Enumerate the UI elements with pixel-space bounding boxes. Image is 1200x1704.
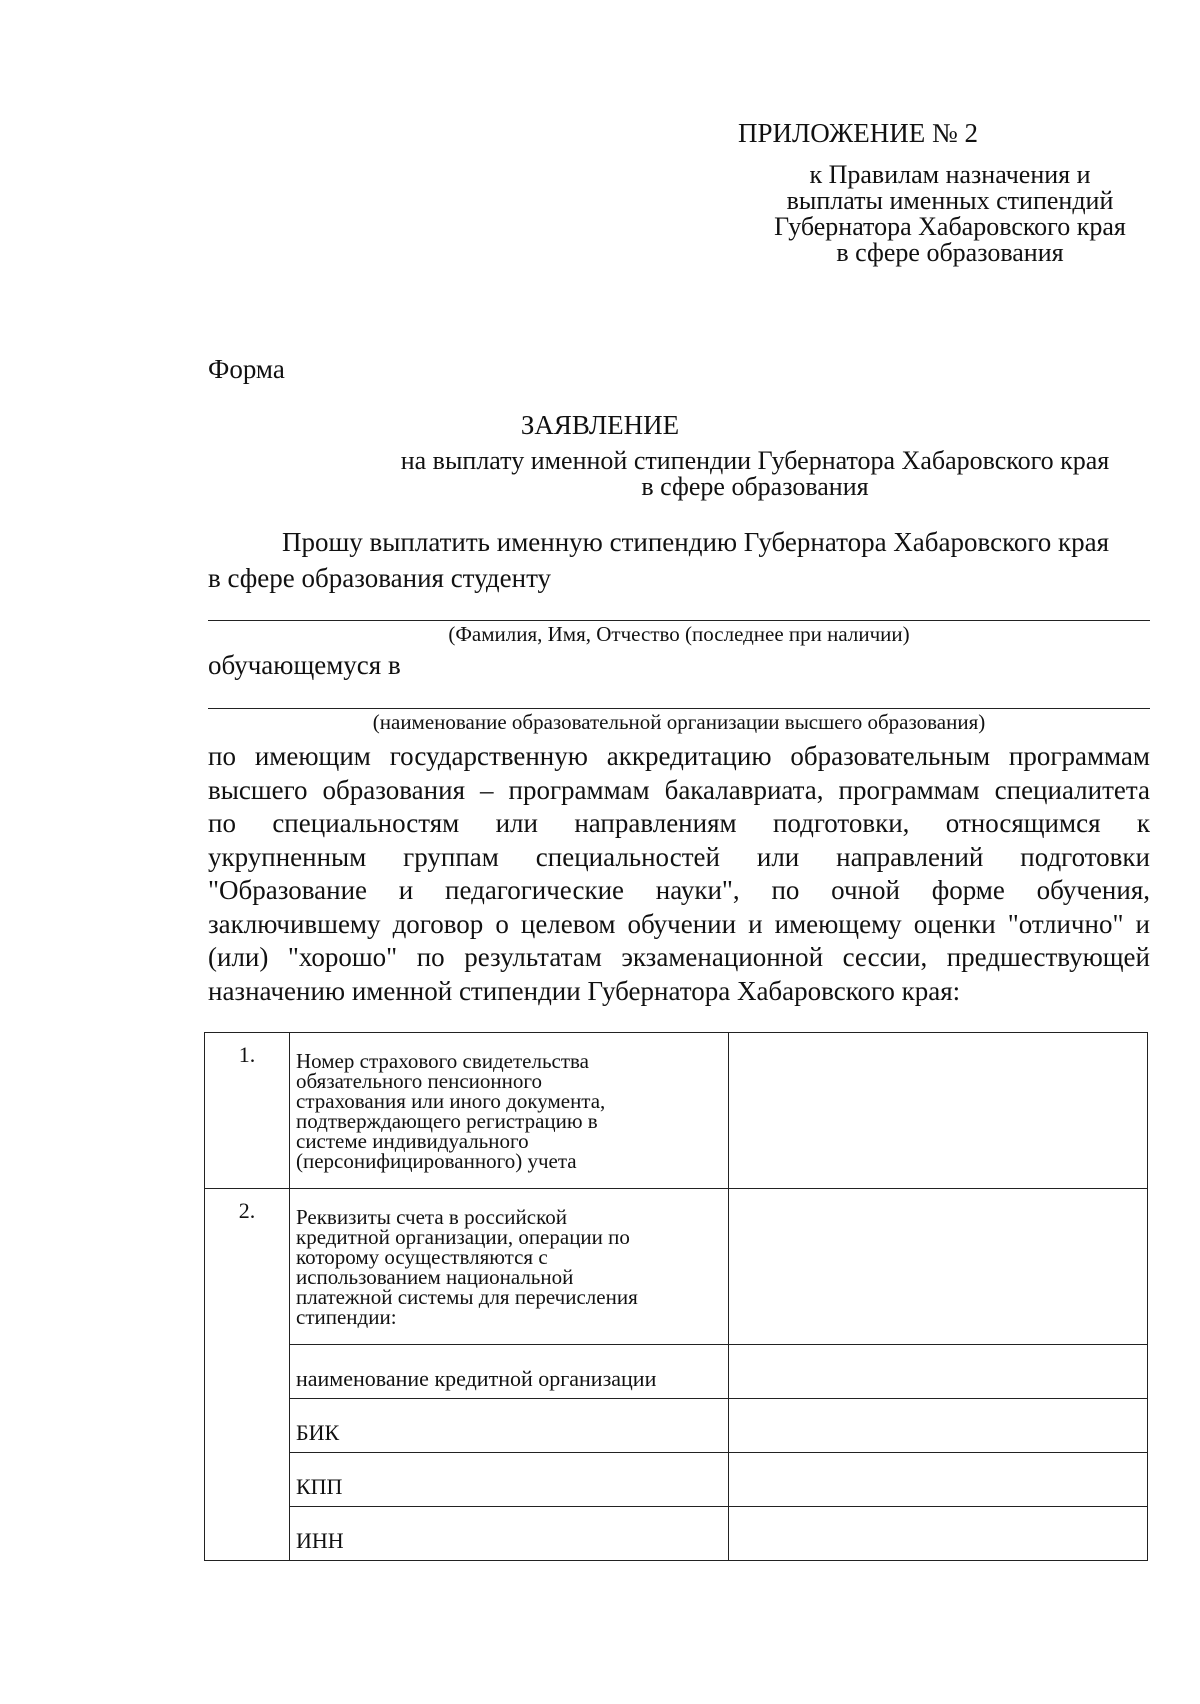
body-line: "Образование и педагогические науки", по очной форме обучения,	[208, 875, 1150, 905]
appendix-block	[737, 118, 1140, 267]
study-at-label: обучающемуся в	[208, 650, 401, 680]
snils-value-cell[interactable]	[729, 1033, 1148, 1189]
organization-caption: (наименование образовательной организации высшего образования)	[372, 710, 986, 734]
body-line: высшего образования – программам бакалавриата, программам специалитета	[208, 774, 1150, 805]
intro-line: в сфере образования студенту	[208, 563, 552, 593]
row-label-line: обязательного пенсионного	[296, 1069, 542, 1093]
row-label-line: системе индивидуального	[296, 1129, 529, 1153]
row-label-line: подтверждающего регистрацию в	[296, 1109, 598, 1133]
kpp-value-cell[interactable]	[729, 1453, 1148, 1507]
row-number: 2.	[205, 1189, 290, 1561]
body-line: по специальностям или направлениям подготовки, относящимся к	[208, 808, 1150, 838]
bik-label: БИК	[290, 1399, 729, 1453]
intro-line: Прошу выплатить именную стипендию Губернатора Хабаровского края	[282, 527, 1110, 557]
row-label	[290, 1189, 729, 1345]
kpp-label: КПП	[290, 1453, 729, 1507]
body-paragraph	[208, 740, 1150, 1008]
body-line: укрупненным группам специальностей или направлений подготовки	[208, 841, 1150, 872]
table-row	[205, 1189, 1148, 1345]
inn-value-cell[interactable]	[729, 1507, 1148, 1561]
row-label-line: (персонифицированного) учета	[296, 1149, 577, 1173]
table-row	[205, 1399, 1148, 1453]
name-caption: (Фамилия, Имя, Отчество (последнее при наличии)	[448, 622, 910, 646]
appendix-line: к Правилам назначения и	[809, 160, 1091, 189]
details-table	[204, 1032, 1148, 1561]
organization-fill-line[interactable]	[208, 708, 1150, 709]
row-label-line: страхования или иного документа,	[296, 1089, 606, 1113]
appendix-line: Губернатора Хабаровского края	[774, 212, 1126, 241]
form-label: Форма	[208, 354, 285, 384]
row-number: 1.	[205, 1033, 290, 1189]
subtitle-line: на выплату именной стипендии Губернатора Хабаровского края	[400, 446, 1110, 475]
document-title: ЗАЯВЛЕНИЕ	[520, 410, 680, 440]
row-label-line: платежной системы для перечисления	[296, 1285, 638, 1309]
appendix-line: выплаты именных стипендий	[786, 186, 1114, 215]
row-label	[290, 1033, 729, 1189]
body-line: по имеющим государственную аккредитацию образовательным программам	[208, 741, 1150, 771]
body-line: (или) "хорошо" по результатам экзаменационной сессии, предшествующей	[208, 942, 1150, 972]
table-row	[205, 1033, 1148, 1189]
bank-details-value-cell[interactable]	[729, 1189, 1148, 1345]
document-subtitle	[360, 448, 1150, 500]
row-label-line: которому осуществляются с	[296, 1245, 548, 1269]
row-label-line: стипендии:	[296, 1305, 397, 1329]
table-row	[205, 1345, 1148, 1399]
appendix-title: ПРИЛОЖЕНИЕ № 2	[737, 118, 979, 148]
table-row	[205, 1453, 1148, 1507]
row-label-line: кредитной организации, операции по	[296, 1225, 630, 1249]
appendix-line: в сфере образования	[836, 238, 1064, 267]
subtitle-line: в сфере образования	[641, 472, 869, 501]
body-line: заключившему договор о целевом обучении и имеющему оценки "отлично" и	[208, 908, 1150, 939]
body-line: назначению именной стипендии Губернатора Хабаровского края:	[208, 975, 961, 1006]
inn-label: ИНН	[290, 1507, 729, 1561]
bik-value-cell[interactable]	[729, 1399, 1148, 1453]
intro-paragraph	[208, 524, 1150, 596]
row-label-line: Номер страхового свидетельства	[296, 1049, 590, 1073]
row-label-line: использованием национальной	[296, 1265, 574, 1289]
row-label-line: Реквизиты счета в российской	[296, 1205, 567, 1229]
table-row	[205, 1507, 1148, 1561]
name-fill-line[interactable]	[208, 620, 1150, 621]
bank-name-label: наименование кредитной организации	[290, 1345, 729, 1399]
bank-name-value-cell[interactable]	[729, 1345, 1148, 1399]
